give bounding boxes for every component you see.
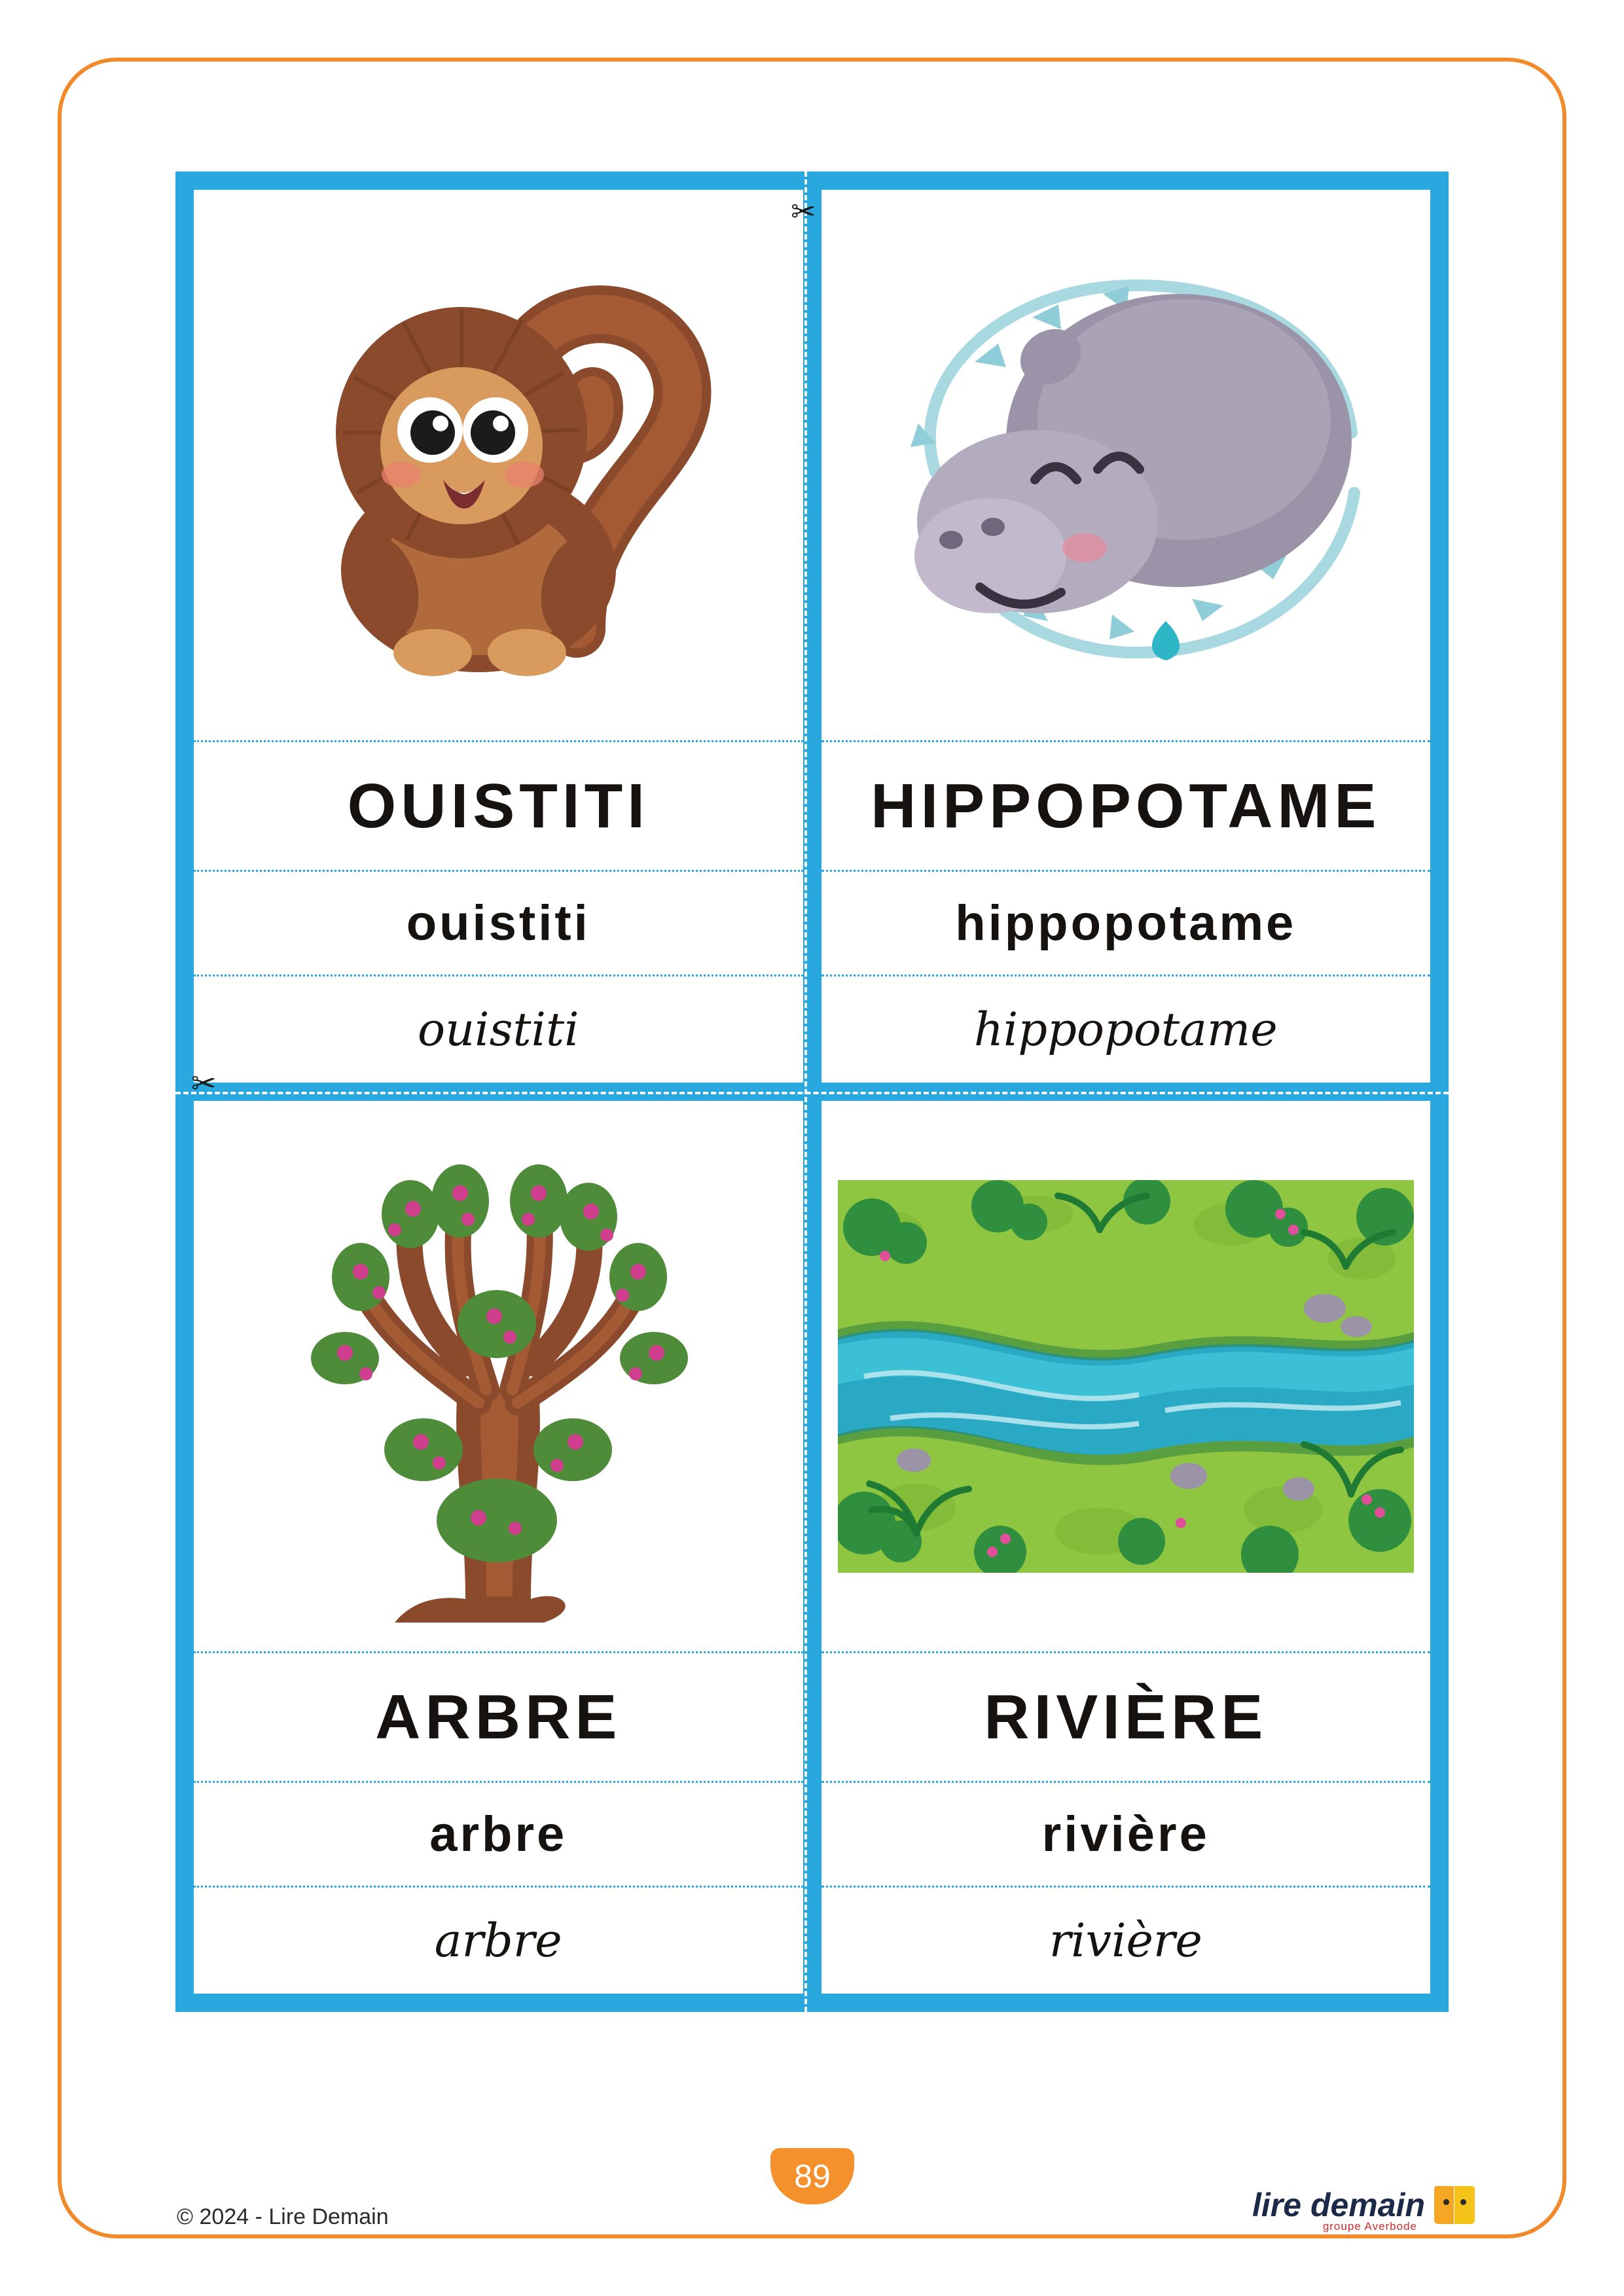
word-uppercase: RIVIÈRE [821, 1651, 1431, 1781]
scissors-icon: ✂ [191, 1066, 217, 1100]
logo-subtext: groupe Averbode [1322, 2220, 1417, 2233]
page-number-badge: 89 [770, 2148, 854, 2204]
logo-wordmark: lire demain [1252, 2187, 1425, 2223]
hippopotamus-illustration [821, 190, 1431, 740]
word-lowercase: arbre [194, 1781, 803, 1886]
word-lowercase: rivière [821, 1781, 1431, 1886]
word-cursive: ouistiti [194, 975, 803, 1083]
word-lowercase: ouistiti [194, 870, 803, 975]
book-icon [1434, 2186, 1475, 2224]
tree-illustration [194, 1101, 803, 1651]
river-illustration [821, 1101, 1431, 1651]
flashcard-arbre [194, 1101, 803, 1994]
word-uppercase: HIPPOPOTAME [821, 740, 1431, 870]
flashcard-riviere [821, 1101, 1431, 1994]
word-uppercase: ARBRE [194, 1651, 803, 1781]
word-uppercase: OUISTITI [194, 740, 803, 870]
monkey-illustration [194, 190, 803, 740]
word-cursive: hippopotame [821, 975, 1431, 1083]
word-cursive: rivière [821, 1886, 1431, 1994]
copyright-text: © 2024 - Lire Demain [177, 2204, 389, 2229]
word-cursive: arbre [194, 1886, 803, 1994]
flashcard-ouistiti [194, 190, 803, 1083]
cut-line-horizontal [175, 1092, 1449, 1094]
word-lowercase: hippopotame [821, 870, 1431, 975]
publisher-logo [1252, 2186, 1475, 2224]
scissors-icon: ✂ [791, 194, 816, 228]
flashcard-hippopotame [821, 190, 1431, 1083]
